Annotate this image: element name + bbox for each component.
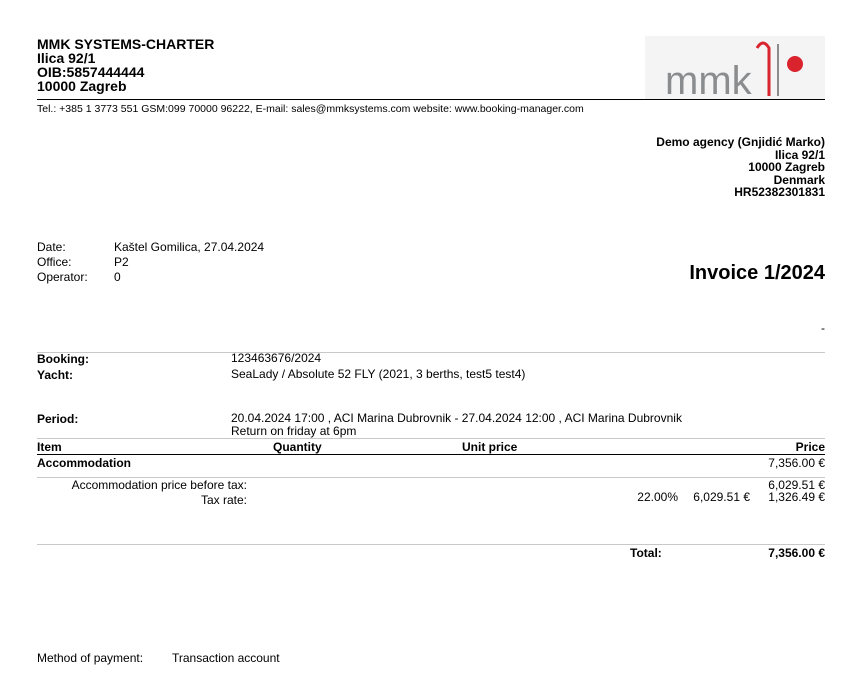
yacht-value: SeaLady / Absolute 52 FLY (2021, 3 berths, test5 test4) xyxy=(231,367,526,381)
invoice-title: Invoice 1/2024 xyxy=(689,262,825,284)
logo-text: mmk xyxy=(665,59,752,100)
recipient-street: Ilica 92/1 xyxy=(774,147,825,162)
company-oib: OIB:5857444444 xyxy=(37,64,145,80)
office-value: P2 xyxy=(114,255,129,269)
tax-amount: 1,326.49 € xyxy=(768,490,825,504)
period-note: Return on friday at 6pm xyxy=(231,423,357,438)
before-tax-label: Accommodation price before tax: xyxy=(71,478,247,492)
header-price: Price xyxy=(795,440,825,454)
company-name: MMK SYSTEMS-CHARTER xyxy=(37,36,215,52)
period-label: Period: xyxy=(37,412,79,426)
period-dates: 20.04.2024 17:00 , ACI Marina Dubrovnik - 27.04.2024 12:00 , ACI Marina Dubrovnik xyxy=(231,411,682,425)
tax-label: Tax rate: xyxy=(200,493,247,507)
date-label: Date: xyxy=(37,240,66,254)
tax-base: 6,029.51 € xyxy=(693,490,750,504)
section-label: Accommodation xyxy=(37,456,132,470)
payment-value: Transaction account xyxy=(172,651,280,665)
booking-value: 123463676/2024 xyxy=(231,351,322,365)
header-quantity: Quantity xyxy=(273,440,322,454)
tax-rate: 22.00% xyxy=(637,490,678,504)
recipient-name: Demo agency (Gnjidić Marko) xyxy=(656,135,825,149)
mmk-logo xyxy=(645,36,825,100)
company-block xyxy=(37,37,214,93)
header-item: Item xyxy=(37,440,62,454)
table-header-divider xyxy=(37,454,825,455)
company-city: 10000 Zagreb xyxy=(37,78,127,94)
recipient-city: 10000 Zagreb xyxy=(748,160,825,174)
date-value: Kaštel Gomilica, 27.04.2024 xyxy=(114,240,265,254)
total-label: Total: xyxy=(630,546,662,560)
period-value xyxy=(231,412,682,437)
recipient-tax-id: HR52382301831 xyxy=(734,185,825,199)
operator-label: Operator: xyxy=(37,270,88,284)
company-street: Ilica 92/1 xyxy=(37,50,96,66)
recipient-block xyxy=(656,136,825,199)
recipient-country: Denmark xyxy=(773,172,825,187)
invoice-dash: - xyxy=(821,321,825,335)
total-value: 7,356.00 € xyxy=(768,546,825,560)
booking-divider xyxy=(37,352,825,353)
before-tax-value: 6,029.51 € xyxy=(768,478,825,492)
payment-label: Method of payment: xyxy=(37,651,144,665)
header-divider xyxy=(37,99,825,100)
header-unit-price: Unit price xyxy=(462,440,518,454)
contact-line: Tel.: +385 1 3773 551 GSM:099 70000 96222, E-mail: sales@mmksystems.com website: www.booking-manager.com xyxy=(37,103,584,115)
yacht-label: Yacht: xyxy=(37,368,74,382)
operator-value: 0 xyxy=(114,270,121,284)
table-top-divider xyxy=(37,438,825,439)
office-label: Office: xyxy=(37,255,72,269)
total-divider xyxy=(37,544,825,545)
booking-label: Booking: xyxy=(37,352,89,366)
section-price: 7,356.00 € xyxy=(768,456,825,470)
